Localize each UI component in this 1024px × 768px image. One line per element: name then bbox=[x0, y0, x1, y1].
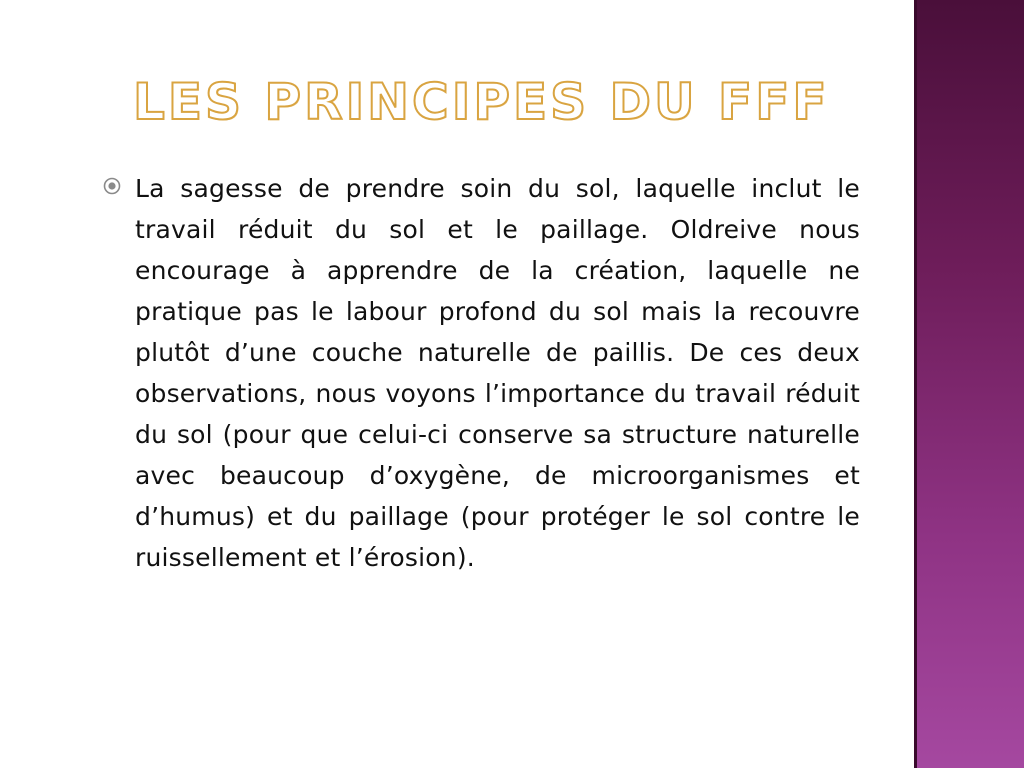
slide-title: LES PRINCIPES DU FFF bbox=[133, 73, 830, 131]
bullet-item bbox=[103, 168, 860, 578]
slide-content bbox=[103, 168, 860, 578]
bullet-text: La sagesse de prendre soin du sol, laquelle inclut le travail réduit du sol et le paillage. Oldreive nous encourage à apprendre de la création, laquelle ne pratique pas le labour profond du sol mais la recouvre plutôt d’une couche naturelle de paillis. De ces deux observations, nous voyons l’importance du travail réduit du sol (pour que celui-ci conserve sa structure naturelle avec beaucoup d’oxygène, de microorganismes et d’humus) et du paillage (pour protéger le sol contre le ruissellement et l’érosion). bbox=[135, 174, 860, 572]
circle-bullet-icon bbox=[103, 177, 121, 195]
decorative-side-band bbox=[914, 0, 1024, 768]
